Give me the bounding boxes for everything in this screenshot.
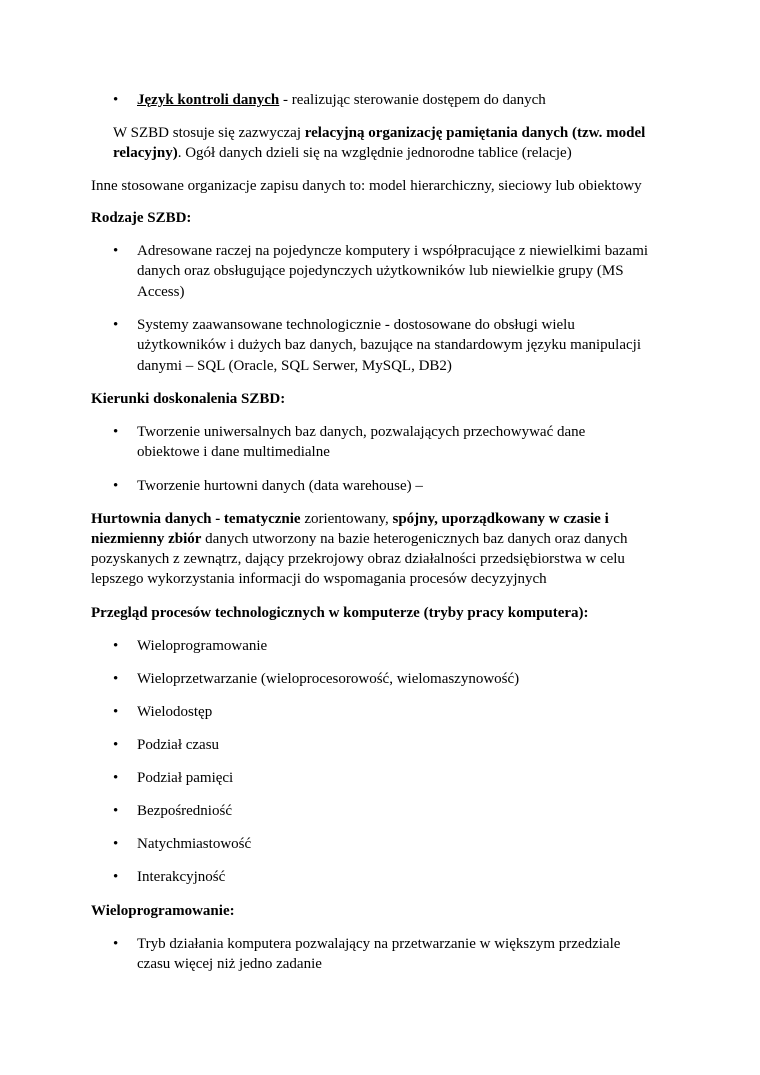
bullet-icon: • bbox=[113, 936, 119, 952]
list-item: Podział pamięci bbox=[137, 770, 234, 786]
heading-wieloprogramowanie: Wieloprogramowanie: bbox=[91, 903, 235, 919]
heading-przeglad: Przegląd procesów technologicznych w komputerze (tryby pracy komputera): bbox=[91, 605, 589, 621]
szbd-para-line-2: relacyjny). Ogół danych dzieli się na względnie jednorodne tablice (relacje) bbox=[113, 145, 572, 161]
rodzaje-item-2-line-1: Systemy zaawansowane technologicznie - dostosowane do obsługi wielu bbox=[137, 317, 575, 333]
heading-rodzaje: Rodzaje SZBD: bbox=[91, 210, 192, 226]
bullet-icon: • bbox=[113, 243, 119, 259]
hurtownia-line-4: lepszego wykorzystania informacji do wspomagania procesów decyzyjnych bbox=[91, 571, 547, 587]
bullet-icon: • bbox=[113, 737, 119, 753]
bullet-icon: • bbox=[113, 770, 119, 786]
list-item: Bezpośredniość bbox=[137, 803, 232, 819]
other-organizations: Inne stosowane organizacje zapisu danych to: model hierarchiczny, sieciowy lub obiektowy bbox=[91, 178, 642, 194]
list-item: Wieloprzetwarzanie (wieloprocesorowość, wielomaszynowość) bbox=[137, 671, 520, 687]
hurtownia-line-1: Hurtownia danych - tematycznie zorientowany, spójny, uporządkowany w czasie i bbox=[91, 511, 609, 527]
bullet-icon: • bbox=[113, 704, 119, 720]
kierunki-item-1-line-1: Tworzenie uniwersalnych baz danych, pozwalających przechowywać dane bbox=[137, 424, 586, 440]
list-item: Interakcyjność bbox=[137, 869, 226, 885]
rodzaje-item-2-line-3: danymi – SQL (Oracle, SQL Serwer, MySQL, DB2) bbox=[137, 358, 452, 374]
wieloprog-item-1-line-2: czasu więcej niż jedno zadanie bbox=[137, 956, 322, 972]
wieloprog-item-1-line-1: Tryb działania komputera pozwalający na przetwarzanie w większym przedziale bbox=[137, 936, 621, 952]
intro-bullet-text: Język kontroli danych - realizując sterowanie dostępem do danych bbox=[137, 92, 546, 108]
rodzaje-item-1-line-3: Access) bbox=[137, 284, 185, 300]
bullet-icon: • bbox=[113, 92, 119, 108]
bullet-icon: • bbox=[113, 638, 119, 654]
heading-kierunki: Kierunki doskonalenia SZBD: bbox=[91, 391, 286, 407]
list-item: Wielodostęp bbox=[137, 704, 213, 720]
rodzaje-item-1-line-2: danych oraz obsługujące pojedynczych użytkowników lub niewielkie grupy (MS bbox=[137, 263, 624, 279]
bullet-icon: • bbox=[113, 317, 119, 333]
bullet-icon: • bbox=[113, 869, 119, 885]
bullet-icon: • bbox=[113, 803, 119, 819]
rodzaje-item-1-line-1: Adresowane raczej na pojedyncze komputery i współpracujące z niewielkimi bazami bbox=[137, 243, 649, 259]
bullet-icon: • bbox=[113, 836, 119, 852]
list-item: Podział czasu bbox=[137, 737, 220, 753]
list-item: Wieloprogramowanie bbox=[137, 638, 268, 654]
list-item: Natychmiastowość bbox=[137, 836, 252, 852]
hurtownia-line-2: niezmienny zbiór danych utworzony na bazie heterogenicznych baz danych oraz danych bbox=[91, 531, 628, 547]
hurtownia-line-3: pozyskanych z zewnątrz, dający przekrojowy obraz działalności przedsiębiorstwa w celu bbox=[91, 551, 625, 567]
kierunki-item-2: Tworzenie hurtowni danych (data warehouse) – bbox=[137, 478, 423, 494]
kierunki-item-1-line-2: obiektowe i dane multimedialne bbox=[137, 444, 330, 460]
bullet-icon: • bbox=[113, 671, 119, 687]
term-jezyk-kontroli: Język kontroli danych bbox=[137, 92, 280, 108]
szbd-para-line-1: W SZBD stosuje się zazwyczaj relacyjną organizację pamiętania danych (tzw. model bbox=[113, 125, 646, 141]
bullet-icon: • bbox=[113, 424, 119, 440]
bullet-icon: • bbox=[113, 478, 119, 494]
rodzaje-item-2-line-2: użytkowników i dużych baz danych, bazujące na standardowym języku manipulacji bbox=[137, 337, 641, 353]
